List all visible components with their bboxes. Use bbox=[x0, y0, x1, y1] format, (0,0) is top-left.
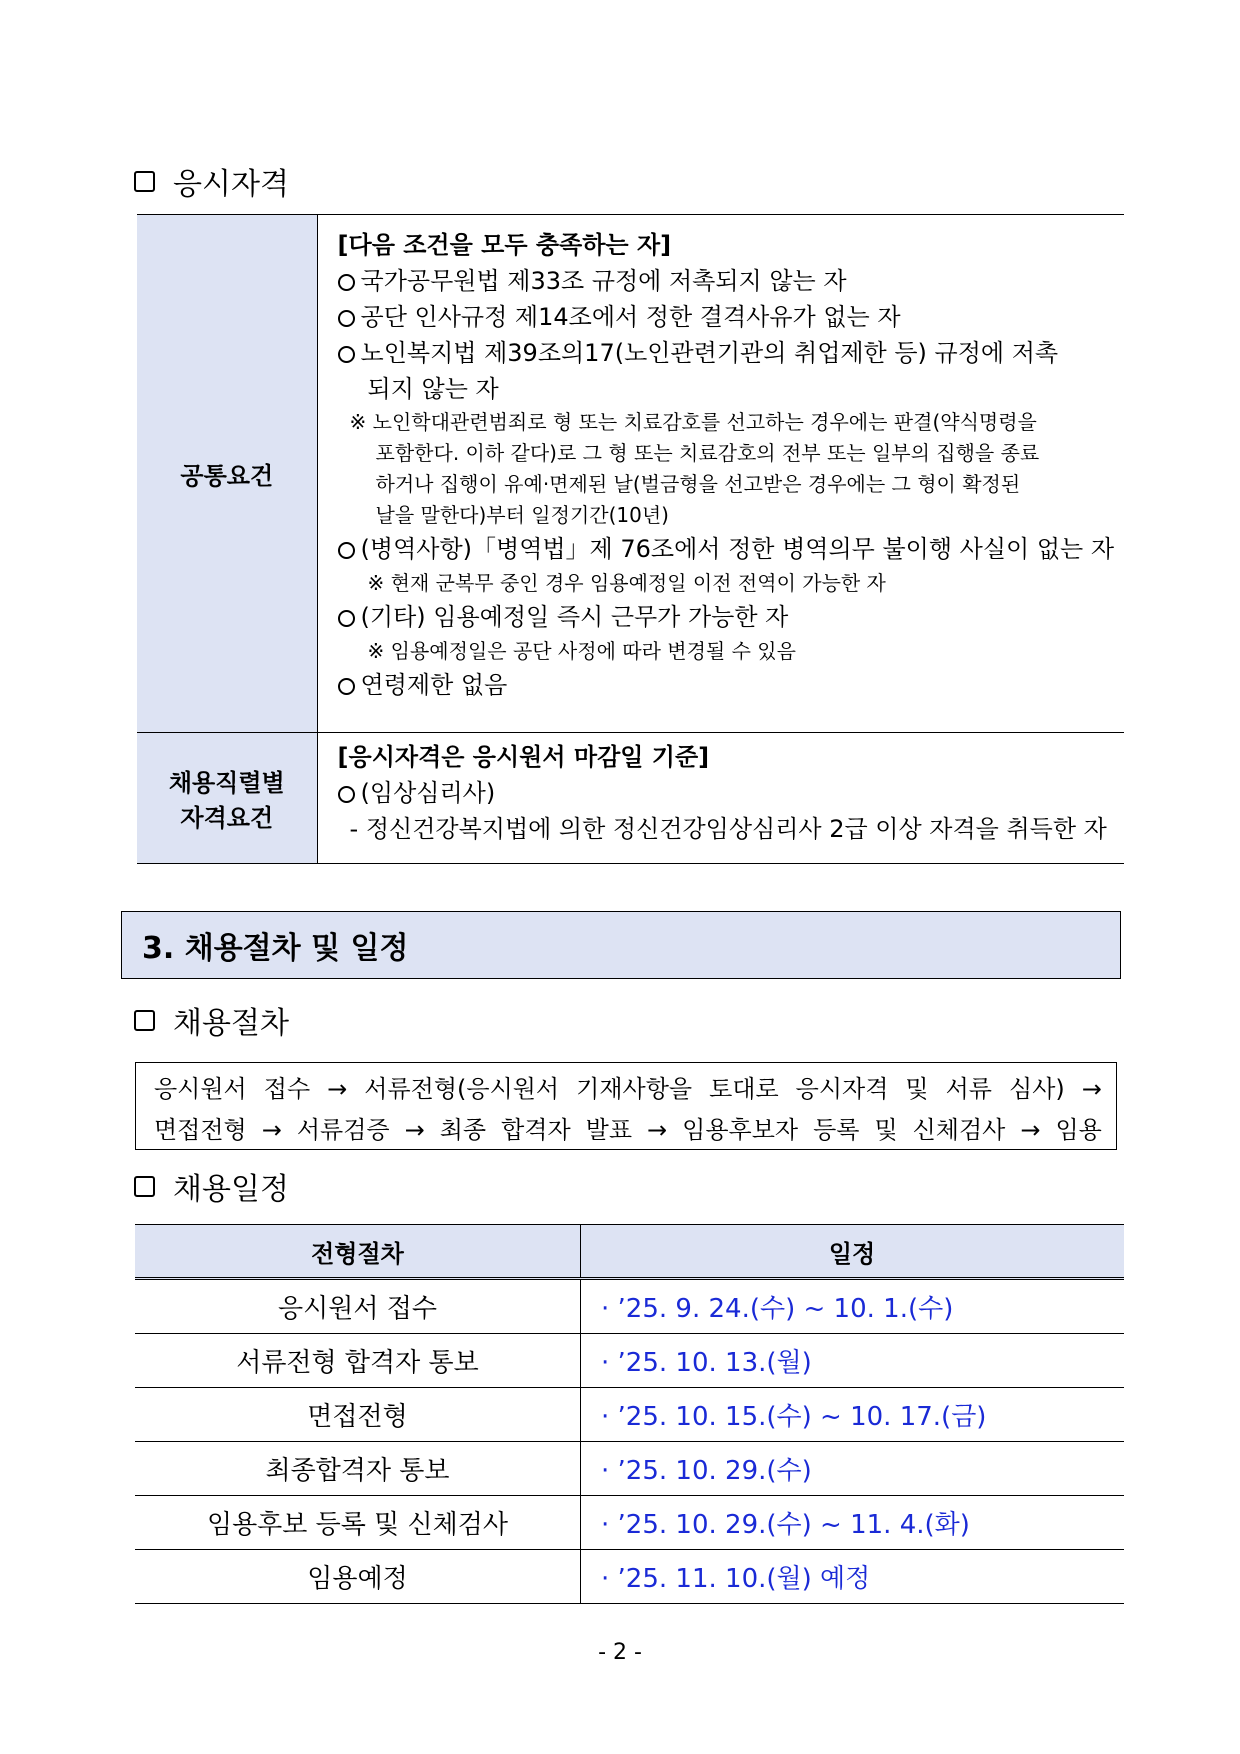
common-item-3-text: 노인복지법 제39조의17(노인관련기관의 취업제한 등) 규정에 저촉 bbox=[360, 339, 1059, 367]
procedure-line-2 bbox=[154, 1110, 1102, 1151]
procedure-word: 응시자격 bbox=[795, 1075, 889, 1103]
arrow-right-icon: → bbox=[327, 1075, 348, 1103]
common-item-6 bbox=[338, 667, 1114, 703]
procedure-word: 및 bbox=[874, 1116, 898, 1144]
arrow-right-icon: → bbox=[404, 1116, 425, 1144]
common-item-1-text: 국가공무원법 제33조 규정에 저촉되지 않는 자 bbox=[360, 267, 847, 295]
procedure-word: 면접전형 bbox=[154, 1116, 247, 1144]
circle-bullet-icon bbox=[338, 310, 355, 327]
procedure-word: 토대로 bbox=[709, 1075, 779, 1103]
procedure-line-1 bbox=[154, 1069, 1102, 1110]
job-item-1-detail: - 정신건강복지법에 의한 정신건강임상심리사 2급 이상 자격을 취득한 자 bbox=[349, 815, 1107, 843]
common-bracket-text: [다음 조건을 모두 충족하는 자] bbox=[337, 231, 672, 259]
common-note-line-1: ※ 노인학대관련범죄로 형 또는 치료감호를 선고하는 경우에는 판결(약식명령을 bbox=[349, 410, 1037, 434]
procedure-box bbox=[135, 1062, 1117, 1150]
procedure-word: 및 bbox=[905, 1075, 929, 1103]
procedure-word: 합격자 bbox=[501, 1116, 571, 1144]
schedule-table bbox=[135, 1224, 1124, 1604]
schedule-stage: 임용후보 등록 및 신체검사 bbox=[135, 1496, 581, 1550]
arrow-right-icon: → bbox=[261, 1116, 282, 1144]
circle-bullet-icon bbox=[338, 786, 355, 803]
procedure-word: 기재사항을 bbox=[576, 1075, 693, 1103]
circle-bullet-icon bbox=[338, 610, 355, 627]
schedule-date: · ’25. 10. 15.(수) ~ 10. 17.(금) bbox=[581, 1388, 1125, 1442]
procedure-word: 서류 bbox=[945, 1075, 992, 1103]
schedule-stage: 최종합격자 통보 bbox=[135, 1442, 581, 1496]
common-requirements-row bbox=[137, 215, 1124, 733]
schedule-header-row bbox=[135, 1225, 1124, 1279]
schedule-stage: 응시원서 접수 bbox=[135, 1279, 581, 1334]
job-item-1 bbox=[338, 775, 1114, 811]
common-item-3 bbox=[338, 335, 1114, 371]
circle-bullet-icon bbox=[338, 542, 355, 559]
schedule-date: · ’25. 11. 10.(월) 예정 bbox=[581, 1550, 1125, 1604]
common-item-4-note: ※ 현재 군복무 중인 경우 임용예정일 이전 전역이 가능한 자 bbox=[367, 571, 886, 595]
job-requirements-content bbox=[317, 733, 1124, 864]
procedure-word: 임용후보자 bbox=[682, 1116, 799, 1144]
procedure-word: 심사) bbox=[1009, 1075, 1065, 1103]
common-item-3-continued: 되지 않는 자 bbox=[367, 375, 499, 403]
job-label-line-1: 채용직렬별 bbox=[168, 769, 285, 797]
job-requirements-label bbox=[137, 733, 317, 864]
schedule-date: · ’25. 10. 29.(수) bbox=[581, 1442, 1125, 1496]
procedure-heading-text: 채용절차 bbox=[173, 1006, 289, 1041]
common-item-2 bbox=[338, 299, 1114, 335]
common-requirements-label: 공통요건 bbox=[137, 215, 317, 733]
common-note-line-3: 하거나 집행이 유예·면제된 날(벌금형을 선고받은 경우에는 그 형이 확정된 bbox=[375, 472, 1021, 496]
common-item-5-text: (기타) 임용예정일 즉시 근무가 가능한 자 bbox=[360, 603, 789, 631]
common-note-line-2: 포함한다. 이하 같다)로 그 형 또는 치료감호의 전부 또는 일부의 집행을 종료 bbox=[375, 441, 1040, 465]
procedure-word: 등록 bbox=[813, 1116, 860, 1144]
procedure-word: 응시원서 bbox=[154, 1075, 247, 1103]
checkbox-square-icon bbox=[134, 1176, 155, 1197]
procedure-word: 서류검증 bbox=[296, 1116, 390, 1144]
common-item-4 bbox=[338, 531, 1114, 567]
job-bracket-text: [응시자격은 응시원서 마감일 기준] bbox=[337, 743, 710, 771]
arrow-right-icon: → bbox=[647, 1116, 668, 1144]
table-row bbox=[135, 1496, 1124, 1550]
checkbox-square-icon bbox=[134, 171, 155, 192]
procedure-word: 발표 bbox=[585, 1116, 633, 1144]
common-item-2-text: 공단 인사규정 제14조에서 정한 결격사유가 없는 자 bbox=[360, 303, 901, 331]
procedure-word: 서류전형(응시원서 bbox=[364, 1075, 560, 1103]
section-3-title: 3. 채용절차 및 일정 bbox=[142, 931, 409, 966]
table-row bbox=[135, 1279, 1124, 1334]
schedule-stage: 서류전형 합격자 통보 bbox=[135, 1334, 581, 1388]
schedule-date: · ’25. 9. 24.(수) ~ 10. 1.(수) bbox=[581, 1279, 1125, 1334]
job-requirements-row bbox=[137, 733, 1124, 864]
schedule-heading-text: 채용일정 bbox=[173, 1172, 289, 1207]
table-row bbox=[135, 1550, 1124, 1604]
qualification-heading bbox=[134, 161, 289, 201]
schedule-col-stage: 전형절차 bbox=[135, 1225, 581, 1279]
common-note-line-4: 날을 말한다)부터 일정기간(10년) bbox=[375, 503, 669, 527]
checkbox-square-icon bbox=[134, 1010, 155, 1031]
common-requirements-content bbox=[317, 215, 1124, 733]
common-item-4-text: (병역사항)「병역법」제 76조에서 정한 병역의무 불이행 사실이 없는 자 bbox=[360, 535, 1114, 563]
schedule-stage: 임용예정 bbox=[135, 1550, 581, 1604]
procedure-word: 임용 bbox=[1055, 1116, 1102, 1144]
procedure-word: 최종 bbox=[439, 1116, 487, 1144]
qualification-heading-text: 응시자격 bbox=[173, 167, 289, 202]
common-item-5 bbox=[338, 599, 1114, 635]
circle-bullet-icon bbox=[338, 678, 355, 695]
procedure-heading bbox=[134, 1000, 289, 1040]
section-3-banner bbox=[121, 911, 1121, 979]
procedure-word: 신체검사 bbox=[912, 1116, 1006, 1144]
arrow-right-icon: → bbox=[1020, 1116, 1041, 1144]
job-item-1-text: (임상심리사) bbox=[360, 779, 496, 807]
schedule-stage: 면접전형 bbox=[135, 1388, 581, 1442]
page-number: - 2 - bbox=[598, 1640, 642, 1665]
arrow-right-icon: → bbox=[1081, 1075, 1102, 1103]
schedule-heading bbox=[134, 1166, 289, 1206]
common-item-5-note: ※ 임용예정일은 공단 사정에 따라 변경될 수 있음 bbox=[367, 639, 796, 663]
circle-bullet-icon bbox=[338, 274, 355, 291]
schedule-date: · ’25. 10. 13.(월) bbox=[581, 1334, 1125, 1388]
qualification-table bbox=[137, 214, 1124, 864]
common-item-1 bbox=[338, 263, 1114, 299]
circle-bullet-icon bbox=[338, 346, 355, 363]
schedule-col-date: 일정 bbox=[581, 1225, 1125, 1279]
table-row bbox=[135, 1388, 1124, 1442]
common-item-6-text: 연령제한 없음 bbox=[360, 671, 508, 699]
procedure-word: 접수 bbox=[263, 1075, 311, 1103]
table-row bbox=[135, 1334, 1124, 1388]
schedule-date: · ’25. 10. 29.(수) ~ 11. 4.(화) bbox=[581, 1496, 1125, 1550]
job-label-line-2: 자격요건 bbox=[180, 804, 274, 832]
table-row bbox=[135, 1442, 1124, 1496]
